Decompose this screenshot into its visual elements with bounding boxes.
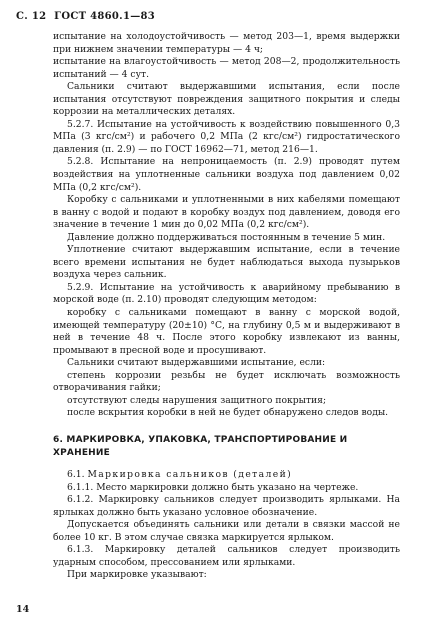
paragraph-5-2-9: 5.2.9. Испытание на устойчивость к аварийному пребыванию в морской воде (п. 2.10) проводят следующим методом: bbox=[53, 281, 400, 306]
paragraph: Сальники считают выдержавшими испытания, если после испытания отсутствуют повреждения защитного покрытия и следы коррозии на металлических деталях. bbox=[53, 81, 400, 118]
paragraph: отсутствуют следы нарушения защитного покрытия; bbox=[67, 394, 327, 406]
paragraph: Допускается объединять сальники или детали в связки массой не более 10 кг. В этом случае связка маркируется ярлыком. bbox=[53, 519, 400, 543]
page-header bbox=[16, 11, 155, 22]
paragraph: Сальники считают выдержавшими испытание, если: bbox=[67, 357, 326, 369]
section-heading: 6. МАРКИРОВКА, УПАКОВКА, ТРАНСПОРТИРОВАНИЕ И ХРАНЕНИЕ bbox=[53, 434, 348, 458]
paragraph-6-1-1: 6.1.1. Место маркировки должно быть указано на чертеже. bbox=[67, 481, 359, 493]
paragraph: При маркировке указывают: bbox=[67, 569, 207, 581]
paragraph: Давление должно поддерживаться постоянным в течение 5 мин. bbox=[67, 231, 386, 243]
subsection-number: 6.1. bbox=[67, 469, 85, 481]
paragraph-5-2-8: 5.2.8. Испытание на непроницаемость (п. 2.9) проводят путем воздействия на уплотненные сальники воздуха под давлением 0,02 МПа (0,2 кгс/см²). bbox=[53, 156, 400, 193]
paragraph: испытание на холодоустойчивость — метод 203—1, время выдержки при нижнем значении температуры — 4 ч; bbox=[53, 31, 400, 55]
paragraph-5-2-7: 5.2.7. Испытание на устойчивость к воздействию повышенного 0,3 МПа (3 кгс/см²) и рабочего 0,2 МПа (2 кгс/см²) гидростатического давления (п. 2.9) — по ГОСТ 16962—71, метод 216—1. bbox=[53, 118, 400, 155]
paragraph: испытание на влагоустойчивость — метод 208—2, продолжительность испытаний — 4 сут. bbox=[53, 56, 400, 80]
document-body bbox=[53, 31, 400, 582]
paragraph-6-1-2: 6.1.2. Маркировку сальников следует производить ярлыками. На ярлыках должно быть указано условное обозначение. bbox=[53, 494, 400, 518]
paragraph: Уплотнение считают выдержавшим испытание, если в течение всего времени испытания не будет наблюдаться выхода пузырьков воздуха через сальник. bbox=[53, 244, 400, 281]
paragraph-6-1-3: 6.1.3. Маркировку деталей сальников следует производить ударным способом, прессованием или ярлыками. bbox=[53, 544, 400, 568]
paragraph: после вскрытия коробки в ней не будет обнаружено следов воды. bbox=[67, 407, 389, 419]
paragraph: Коробку с сальниками и уплотненными в них кабелями помещают в ванну с водой и подают в коробку воздух под давлением, доводя его значение в течение 1 мин до 0,02 МПа (0,2 кгс/см²). bbox=[53, 194, 400, 231]
page-number: 14 bbox=[16, 604, 30, 615]
subsection-title bbox=[53, 469, 400, 482]
standard-code: ГОСТ 4860.1—83 bbox=[54, 11, 156, 22]
subsection-title-text: Маркировка сальников (деталей) bbox=[87, 469, 293, 481]
page-label: С. 12 bbox=[16, 11, 47, 22]
paragraph: коробку с сальниками помещают в ванну с морской водой, имеющей температуру (20±10) °С, на глубину 0,5 м и выдерживают в ней в течение 48 ч. После этого коробку извлекают из ванны, промывают в пресной воде и просушивают. bbox=[53, 307, 400, 356]
paragraph: степень коррозии резьбы не будет исключать возможность отворачивания гайки; bbox=[53, 369, 400, 394]
